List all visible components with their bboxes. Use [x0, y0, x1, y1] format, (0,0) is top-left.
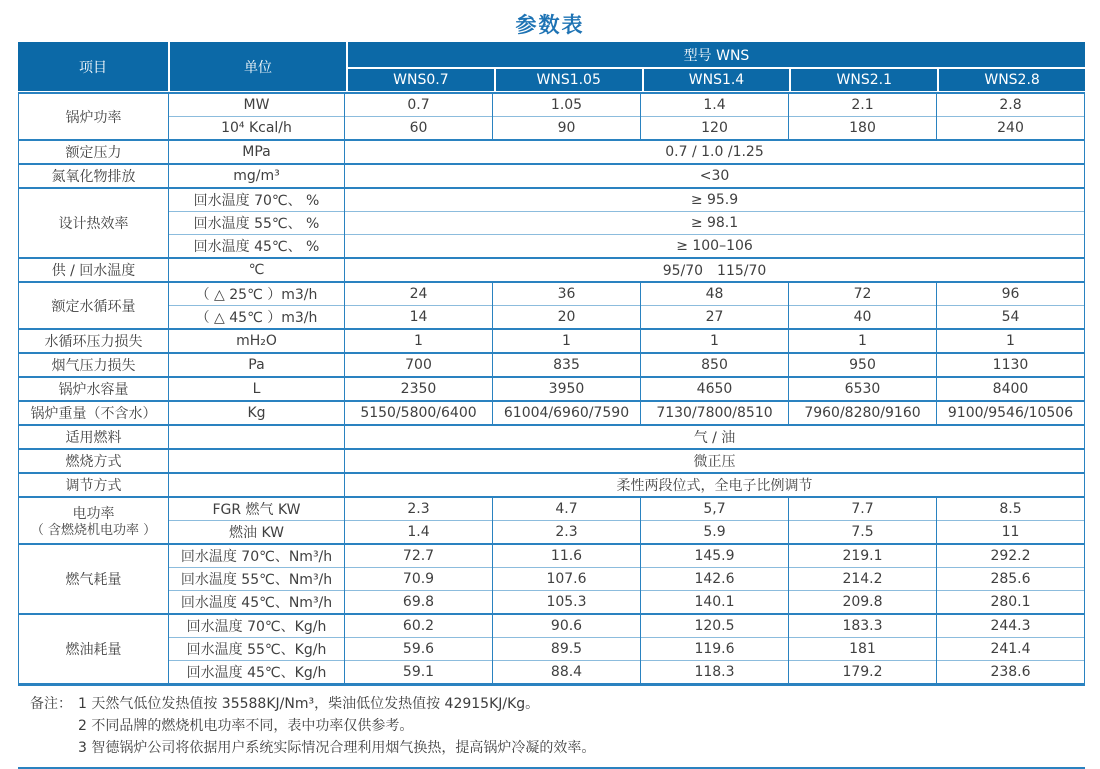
- cell-span-value: ≥ 95.9: [345, 188, 1085, 212]
- cell-value: 40: [789, 306, 937, 330]
- cell-value: 241.4: [937, 638, 1085, 661]
- table-row: [19, 614, 1085, 638]
- cell-value: 90: [493, 117, 641, 141]
- cell-value: 219.1: [789, 544, 937, 568]
- cell-value: 145.9: [641, 544, 789, 568]
- cell-value: 5,7: [641, 497, 789, 521]
- cell-value: 120.5: [641, 614, 789, 638]
- row-label: 调节方式: [19, 473, 169, 497]
- table-row: [19, 282, 1085, 306]
- cell-value: 54: [937, 306, 1085, 330]
- header-cell-model-wns21: WNS2.1: [791, 69, 937, 91]
- cell-value: 179.2: [789, 661, 937, 685]
- cell-value: 96: [937, 282, 1085, 306]
- row-unit: ℃: [169, 258, 345, 282]
- table-row: [19, 235, 1085, 259]
- cell-value: 107.6: [493, 568, 641, 591]
- cell-value: 7.7: [789, 497, 937, 521]
- row-unit: mH₂O: [169, 329, 345, 353]
- cell-value: 70.9: [345, 568, 493, 591]
- cell-value: 27: [641, 306, 789, 330]
- cell-value: 2.8: [937, 93, 1085, 117]
- table-row: [19, 188, 1085, 212]
- cell-value: 292.2: [937, 544, 1085, 568]
- row-unit: （ △ 25℃ ）m3/h: [169, 282, 345, 306]
- cell-span-value: 柔性两段位式，全电子比例调节: [345, 473, 1085, 497]
- row-unit: FGR 燃气 KW: [169, 497, 345, 521]
- cell-value: 120: [641, 117, 789, 141]
- row-unit: 回水温度 55℃、Nm³/h: [169, 568, 345, 591]
- cell-span-value: ≥ 98.1: [345, 212, 1085, 235]
- row-unit: L: [169, 377, 345, 401]
- table-row: [19, 212, 1085, 235]
- cell-value: 20: [493, 306, 641, 330]
- row-label: 锅炉水容量: [19, 377, 169, 401]
- cell-value: 244.3: [937, 614, 1085, 638]
- table-row: [19, 591, 1085, 615]
- row-unit: 回水温度 45℃、 %: [169, 235, 345, 259]
- cell-value: 183.3: [789, 614, 937, 638]
- footnote-item: 3 智德锅炉公司将依据用户系统实际情况合理利用烟气换热，提高锅炉冷凝的效率。: [78, 740, 596, 756]
- table-row: [19, 661, 1085, 685]
- cell-value: 8400: [937, 377, 1085, 401]
- table-row: [19, 377, 1085, 401]
- cell-span-value: <30: [345, 164, 1085, 188]
- cell-span-value: 95/70 115/70: [345, 258, 1085, 282]
- row-label-line2: （ 含燃烧机电功率 ）: [30, 523, 157, 538]
- cell-value: 5.9: [641, 521, 789, 545]
- header-cell-item: 项目: [18, 42, 168, 91]
- cell-value: 1: [937, 329, 1085, 353]
- cell-value: 238.6: [937, 661, 1085, 685]
- footnote-items: [78, 693, 595, 759]
- cell-span-value: 微正压: [345, 449, 1085, 473]
- row-unit: 10⁴ Kcal/h: [169, 117, 345, 141]
- table-row: [19, 497, 1085, 521]
- row-unit: [169, 425, 345, 449]
- row-label: 燃烧方式: [19, 449, 169, 473]
- cell-value: 1: [345, 329, 493, 353]
- table-row: [19, 353, 1085, 377]
- cell-value: 59.1: [345, 661, 493, 685]
- cell-value: 2.1: [789, 93, 937, 117]
- row-unit: [169, 449, 345, 473]
- cell-value: 9100/9546/10506: [937, 401, 1085, 425]
- table-row: [19, 140, 1085, 164]
- row-label: 额定压力: [19, 140, 169, 164]
- cell-value: 72: [789, 282, 937, 306]
- table-row: [19, 521, 1085, 545]
- cell-value: 214.2: [789, 568, 937, 591]
- cell-value: 2350: [345, 377, 493, 401]
- cell-value: 11.6: [493, 544, 641, 568]
- cell-value: 2.3: [345, 497, 493, 521]
- parameters-table: [18, 92, 1085, 686]
- header-cell-model-wns14: WNS1.4: [644, 69, 790, 91]
- cell-span-value: ≥ 100–106: [345, 235, 1085, 259]
- table-row: [19, 329, 1085, 353]
- cell-value: 180: [789, 117, 937, 141]
- cell-value: 1.4: [345, 521, 493, 545]
- cell-value: 1130: [937, 353, 1085, 377]
- row-label: 水循环压力损失: [19, 329, 169, 353]
- row-unit: mg/m³: [169, 164, 345, 188]
- cell-value: 3950: [493, 377, 641, 401]
- cell-value: 8.5: [937, 497, 1085, 521]
- row-unit: Pa: [169, 353, 345, 377]
- row-unit: （ △ 45℃ ）m3/h: [169, 306, 345, 330]
- cell-value: 5150/5800/6400: [345, 401, 493, 425]
- cell-value: 14: [345, 306, 493, 330]
- cell-value: 4.7: [493, 497, 641, 521]
- cell-value: 7130/7800/8510: [641, 401, 789, 425]
- cell-value: 11: [937, 521, 1085, 545]
- cell-value: 1: [789, 329, 937, 353]
- row-unit: 回水温度 70℃、Nm³/h: [169, 544, 345, 568]
- cell-value: 6530: [789, 377, 937, 401]
- cell-value: 850: [641, 353, 789, 377]
- footnotes-label: 备注：: [30, 696, 72, 712]
- cell-value: 48: [641, 282, 789, 306]
- row-label: 烟气压力损失: [19, 353, 169, 377]
- row-unit: [169, 473, 345, 497]
- cell-value: 700: [345, 353, 493, 377]
- row-label: 锅炉重量（不含水）: [19, 401, 169, 425]
- cell-value: 7960/8280/9160: [789, 401, 937, 425]
- cell-value: 0.7: [345, 93, 493, 117]
- row-unit: 回水温度 45℃、Kg/h: [169, 661, 345, 685]
- cell-value: 285.6: [937, 568, 1085, 591]
- row-unit: 回水温度 55℃、Kg/h: [169, 638, 345, 661]
- row-unit: 回水温度 70℃、Kg/h: [169, 614, 345, 638]
- row-label: 供 / 回水温度: [19, 258, 169, 282]
- table-row: [19, 117, 1085, 141]
- header-cell-model-wns105: WNS1.05: [496, 69, 642, 91]
- row-label: 燃气耗量: [19, 544, 169, 614]
- header-cell-model-wns28: WNS2.8: [939, 69, 1085, 91]
- footnotes: [30, 693, 1100, 759]
- cell-value: 142.6: [641, 568, 789, 591]
- row-label: 设计热效率: [19, 188, 169, 258]
- row-unit: 回水温度 55℃、 %: [169, 212, 345, 235]
- cell-value: 60.2: [345, 614, 493, 638]
- cell-span-value: 气 / 油: [345, 425, 1085, 449]
- cell-value: 1.4: [641, 93, 789, 117]
- cell-value: 24: [345, 282, 493, 306]
- header-cell-model-group: 型号 WNS: [348, 42, 1085, 67]
- cell-value: 7.5: [789, 521, 937, 545]
- row-unit: Kg: [169, 401, 345, 425]
- cell-value: 140.1: [641, 591, 789, 615]
- cell-value: 1: [493, 329, 641, 353]
- table-row: [19, 473, 1085, 497]
- footnote-item: 2 不同品牌的燃烧机电功率不同，表中功率仅供参考。: [78, 718, 414, 734]
- cell-value: 88.4: [493, 661, 641, 685]
- cell-value: 59.6: [345, 638, 493, 661]
- cell-value: 280.1: [937, 591, 1085, 615]
- cell-span-value: 0.7 / 1.0 /1.25: [345, 140, 1085, 164]
- table-header: [18, 42, 1085, 91]
- cell-value: 90.6: [493, 614, 641, 638]
- header-cell-model-wns07: WNS0.7: [348, 69, 494, 91]
- cell-value: 4650: [641, 377, 789, 401]
- row-unit: MW: [169, 93, 345, 117]
- table-row: [19, 544, 1085, 568]
- row-unit: 回水温度 70℃、 %: [169, 188, 345, 212]
- table-row: [19, 401, 1085, 425]
- cell-value: 835: [493, 353, 641, 377]
- cell-value: 240: [937, 117, 1085, 141]
- table-row: [19, 568, 1085, 591]
- cell-value: 36: [493, 282, 641, 306]
- row-label: 燃油耗量: [19, 614, 169, 685]
- footnote-item: 1 天然气低位发热值按 35588KJ/Nm³，柴油低位发热值按 42915KJ/Kg。: [78, 696, 540, 712]
- table-row: [19, 93, 1085, 117]
- cell-value: 209.8: [789, 591, 937, 615]
- page-title: 参数表: [515, 13, 585, 37]
- cell-value: 69.8: [345, 591, 493, 615]
- row-label-line1: 电功率: [72, 506, 115, 522]
- row-label: 氮氧化物排放: [19, 164, 169, 188]
- table-row: [19, 638, 1085, 661]
- table-row: [19, 449, 1085, 473]
- cell-value: 61004/6960/7590: [493, 401, 641, 425]
- header-cell-unit: 单位: [170, 42, 346, 91]
- row-label: 额定水循环量: [19, 282, 169, 329]
- cell-value: 60: [345, 117, 493, 141]
- row-label: 锅炉功率: [19, 93, 169, 140]
- row-unit: 燃油 KW: [169, 521, 345, 545]
- cell-value: 89.5: [493, 638, 641, 661]
- row-unit: 回水温度 45℃、Nm³/h: [169, 591, 345, 615]
- cell-value: 1: [641, 329, 789, 353]
- cell-value: 105.3: [493, 591, 641, 615]
- row-label: [19, 497, 169, 544]
- cell-value: 118.3: [641, 661, 789, 685]
- table-row: [19, 164, 1085, 188]
- cell-value: 950: [789, 353, 937, 377]
- row-unit: MPa: [169, 140, 345, 164]
- table-row: [19, 258, 1085, 282]
- table-row: [19, 306, 1085, 330]
- cell-value: 181: [789, 638, 937, 661]
- table-row: [19, 425, 1085, 449]
- cell-value: 72.7: [345, 544, 493, 568]
- cell-value: 1.05: [493, 93, 641, 117]
- cell-value: 2.3: [493, 521, 641, 545]
- row-label: 适用燃料: [19, 425, 169, 449]
- cell-value: 119.6: [641, 638, 789, 661]
